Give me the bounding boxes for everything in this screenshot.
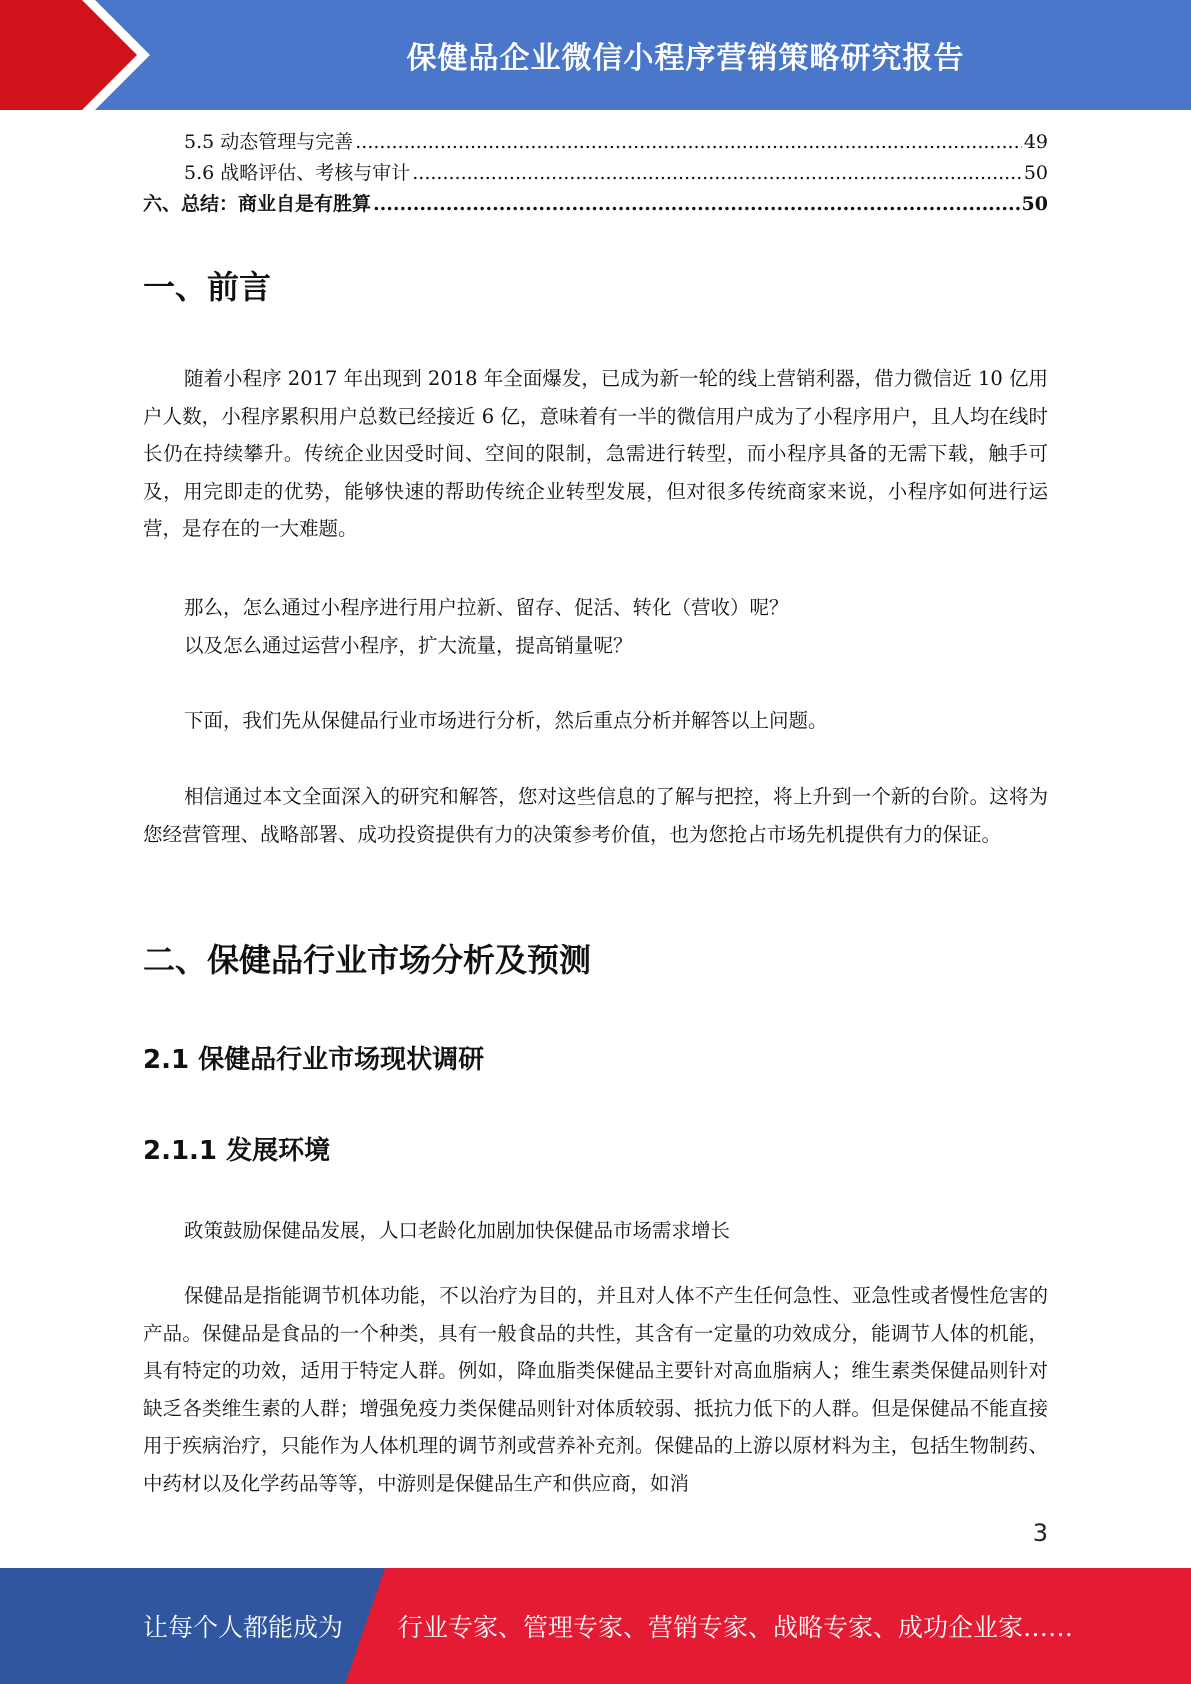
page-footer bbox=[0, 1568, 1191, 1684]
toc-entry[interactable] bbox=[143, 127, 1048, 158]
preface-question-2: 以及怎么通过运营小程序，扩大流量，提高销量呢？ bbox=[184, 634, 633, 657]
toc-leader-dots bbox=[412, 162, 1022, 184]
toc-entry-label: 六、总结：商业自是有胜算 bbox=[143, 193, 372, 215]
page-header bbox=[0, 0, 1191, 110]
toc-entry-label: 5.6 战略评估、考核与审计 bbox=[184, 162, 411, 184]
toc-entry-page: 50 bbox=[1023, 162, 1048, 184]
toc-entry[interactable] bbox=[143, 189, 1048, 220]
env-paragraph-1: 政策鼓励保健品发展，人口老龄化加剧加快保健品市场需求增长 bbox=[184, 1219, 731, 1242]
report-title: 保健品企业微信小程序营销策略研究报告 bbox=[406, 41, 965, 76]
toc-entry[interactable] bbox=[143, 158, 1048, 189]
preface-paragraph-2: 下面，我们先从保健品行业市场进行分析，然后重点分析并解答以上问题。 bbox=[184, 709, 828, 732]
toc-entry-page: 50 bbox=[1021, 193, 1048, 215]
toc-entry-label: 5.5 动态管理与完善 bbox=[184, 131, 354, 153]
toc-entry-page: 49 bbox=[1023, 131, 1048, 153]
toc-leader-dots bbox=[355, 131, 1022, 153]
page-number: 3 bbox=[1032, 1519, 1048, 1547]
preface-question-1: 那么，怎么通过小程序进行用户拉新、留存、促活、转化（营收）呢？ bbox=[184, 596, 789, 619]
section-heading-preface: 一、前言 bbox=[143, 268, 272, 306]
subsection-heading: 2.1 保健品行业市场现状调研 bbox=[143, 1045, 485, 1075]
toc-leader-dots bbox=[373, 193, 1020, 215]
subsubsection-heading: 2.1.1 发展环境 bbox=[143, 1136, 331, 1166]
preface-paragraph-1: 随着小程序 2017 年出现到 2018 年全面爆发，已成为新一轮的线上营销利器，借力微信近 10 亿用户人数，小程序累积用户总数已经接近 6 亿，意味着有一半的微信用户成为了小程序用户，且人均在线时长仍在持续攀升。传统企业因受时间、空间的限制，急需进行转型，而小程序具备的无需下载，触手可及，用完即走的优势，能够快速的帮助传统企业转型发展，但对很多传统商家来说，小程序如何进行运营，是存在的一大难题。 bbox=[143, 367, 1048, 540]
table-of-contents bbox=[143, 127, 1048, 220]
footer-slogan-left: 让每个人都能成为 bbox=[143, 1613, 344, 1642]
footer-slogan-right: 行业专家、管理专家、营销专家、战略专家、成功企业家…… bbox=[398, 1613, 1074, 1642]
preface-paragraph-3: 相信通过本文全面深入的研究和解答，您对这些信息的了解与把控，将上升到一个新的台阶。这将为您经营管理、战略部署、成功投资提供有力的决策参考价值，也为您抢占市场先机提供有力的保证。 bbox=[143, 785, 1048, 846]
section-heading-market: 二、保健品行业市场分析及预测 bbox=[143, 941, 592, 979]
env-paragraph-2: 保健品是指能调节机体功能，不以治疗为目的，并且对人体不产生任何急性、亚急性或者慢性危害的产品。保健品是食品的一个种类，具有一般食品的共性，其含有一定量的功效成分，能调节人体的机能，具有特定的功效，适用于特定人群。例如，降血脂类保健品主要针对高血脂病人；维生素类保健品则针对缺乏各类维生素的人群；增强免疫力类保健品则针对体质较弱、抵抗力低下的人群。但是保健品不能直接用于疾病治疗，只能作为人体机理的调节剂或营养补充剂。保健品的上游以原材料为主，包括生物制药、中药材以及化学药品等等，中游则是保健品生产和供应商，如消 bbox=[143, 1284, 1048, 1495]
header-red-chevron bbox=[0, 0, 160, 110]
